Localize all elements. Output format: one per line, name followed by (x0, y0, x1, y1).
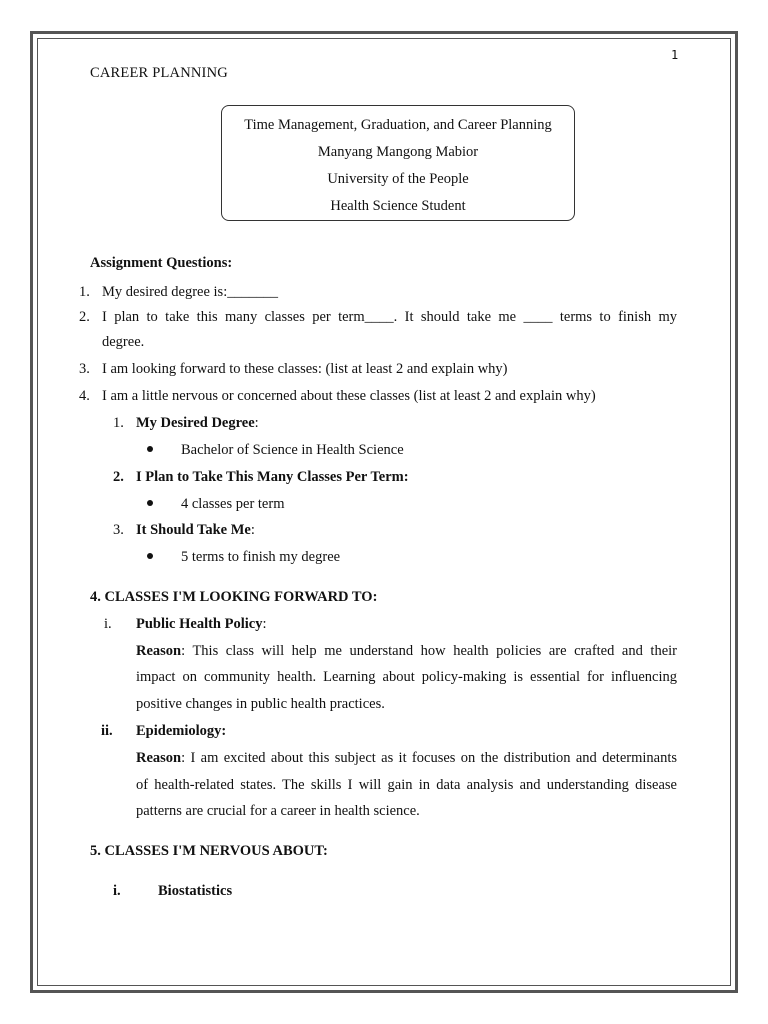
running-head: CAREER PLANNING (90, 65, 228, 81)
question-number: 2. (79, 309, 90, 325)
item-title: Epidemiology: (136, 723, 227, 739)
item-title: Public Health Policy (136, 616, 263, 632)
section-heading: 4. CLASSES I'M LOOKING FORWARD TO: (90, 589, 378, 605)
reason-line: impact on community health. Learning about policy-making is essential for influencing (136, 669, 677, 685)
answer-label-line (136, 522, 255, 539)
reason-line (136, 643, 677, 663)
answer-label: My Desired Degree (136, 415, 255, 431)
item-title-line (136, 723, 226, 740)
page-number: 1 (671, 48, 679, 62)
bullet-icon (147, 553, 153, 559)
reason-line: of health-related states. The skills I will gain in data analysis and understanding disease (136, 777, 677, 793)
institution: University of the People (327, 171, 469, 187)
question-number: 1. (79, 284, 90, 300)
item-title-line (136, 616, 267, 633)
answer-label: It Should Take Me (136, 522, 251, 538)
bullet-icon (147, 446, 153, 452)
answer-bullet-text: 5 terms to finish my degree (181, 549, 341, 565)
reason-line: positive changes in public health practices. (136, 696, 385, 712)
answer-suffix: : (254, 415, 259, 431)
answer-number: 2. (113, 469, 124, 485)
question-number: 3. (79, 361, 90, 377)
reason-line (136, 750, 677, 770)
answer-label-line (136, 469, 409, 486)
answer-label-line (136, 415, 259, 432)
answer-bullet-text: 4 classes per term (181, 496, 285, 512)
author-name: Manyang Mangong Mabior (317, 144, 479, 160)
answer-number: 1. (113, 415, 124, 431)
question-text-continued: degree. (102, 334, 145, 350)
author-role: Health Science Student (330, 198, 466, 214)
question-text: I am a little nervous or concerned about these classes (list at least 2 and explain why) (102, 388, 596, 404)
section-heading: 5. CLASSES I'M NERVOUS ABOUT: (90, 843, 328, 859)
reason-text: : This class will help me understand how health policies are crafted and their (181, 643, 677, 659)
bullet-icon (147, 500, 153, 506)
item-suffix: : (262, 616, 267, 632)
answer-number: 3. (113, 522, 124, 538)
answer-bullet-text: Bachelor of Science in Health Science (181, 442, 404, 458)
question-text: I am looking forward to these classes: (list at least 2 and explain why) (102, 361, 508, 377)
answer-suffix: : (250, 522, 255, 538)
question-number: 4. (79, 388, 90, 404)
item-number: i. (113, 883, 121, 899)
reason-text: : I am excited about this subject as it focuses on the distribution and determinants (181, 750, 677, 766)
paper-title: Time Management, Graduation, and Career Planning (244, 117, 552, 133)
assignment-heading: Assignment Questions: (90, 255, 233, 271)
answer-label: I Plan to Take This Many Classes Per Term: (136, 469, 409, 485)
question-text: I plan to take this many classes per term____. It should take me ____ terms to finish my (102, 309, 677, 325)
reason-line: patterns are crucial for a career in health science. (136, 803, 420, 819)
question-text: My desired degree is:_______ (102, 284, 278, 300)
reason-label: Reason (136, 643, 182, 659)
item-title: Biostatistics (158, 883, 233, 899)
item-number: ii. (101, 723, 113, 739)
item-number: i. (104, 616, 112, 632)
reason-label: Reason (136, 750, 182, 766)
title-block (221, 105, 575, 221)
